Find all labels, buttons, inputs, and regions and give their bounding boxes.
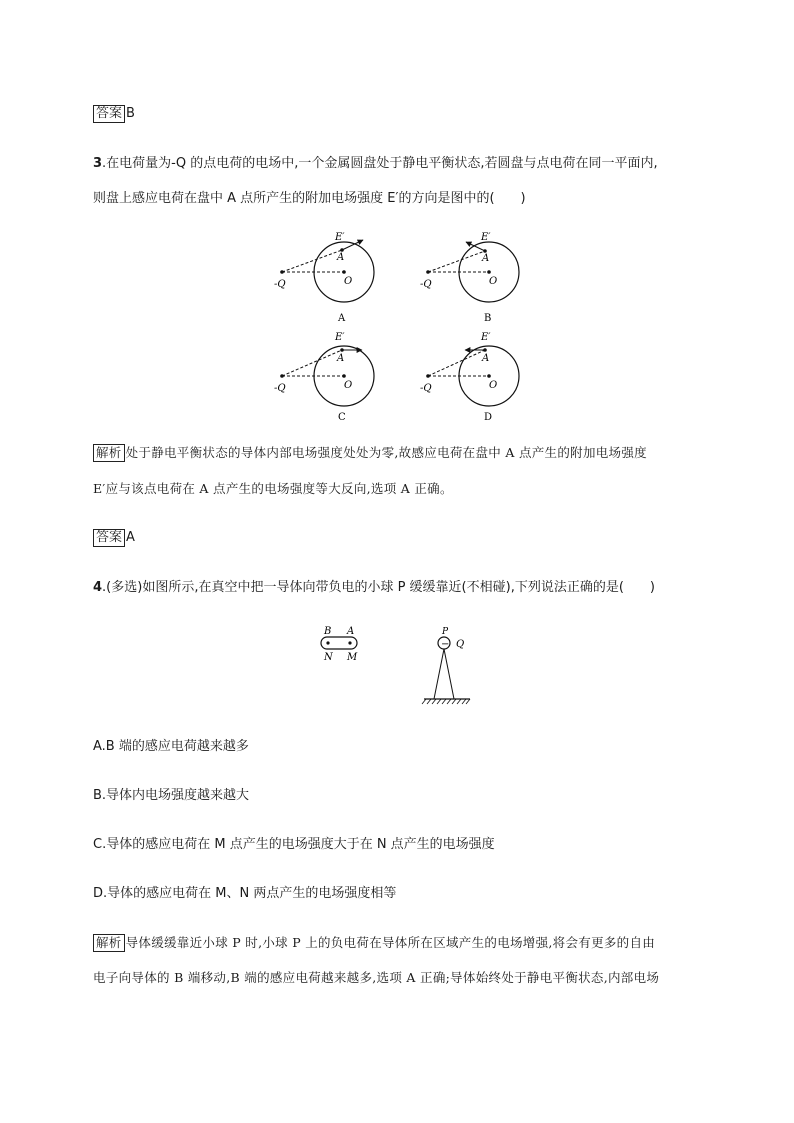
stand-left-leg (434, 649, 444, 699)
charge-label: -Q (420, 279, 432, 290)
dashed-line-to-a (428, 350, 485, 376)
center-label: O (489, 276, 498, 287)
q3-explanation-line2: E′应与该点电荷在 A 点产生的电场强度等大反向,选项 A 正确。 (93, 481, 453, 496)
ball-negative-sign: − (441, 639, 450, 650)
point-charge-dot (426, 374, 430, 378)
center-dot (342, 374, 346, 378)
conductor-body (321, 637, 357, 649)
point-charge-dot (426, 270, 430, 274)
q2-answer-value: B (126, 106, 135, 121)
point-a-label: A (337, 353, 345, 364)
dashed-line-to-a (282, 250, 345, 272)
q4-stem (93, 578, 655, 598)
q4-explanation-text1: 导体缓缓靠近小球 P 时,小球 P 上的负电荷在导体所在区域产生的电场增强,将会有更多的自由 (125, 935, 656, 950)
label-q: Q (456, 639, 465, 650)
center-dot (342, 270, 346, 274)
q3-diagram-a (274, 232, 374, 324)
q4-option-d: D.导体的感应电荷在 M、N 两点产生的电场强度相等 (93, 886, 397, 901)
point-a-label: A (337, 252, 345, 263)
center-label: O (489, 380, 498, 391)
field-label: E′ (335, 332, 345, 343)
q2-answer-line (93, 104, 135, 124)
conductor (321, 626, 358, 663)
charge-label: -Q (274, 383, 286, 394)
option-label-b: B (484, 313, 492, 324)
q3-diagram-d (420, 332, 519, 423)
q3-figure (262, 226, 542, 426)
point-a-label: A (482, 253, 490, 264)
q3-explanation-line1 (93, 443, 647, 463)
q4-explanation-line2: 电子向导体的 B 端移动,B 端的感应电荷越来越多,选项 A 正确;导体始终处于静电平衡状态,内部电场 (93, 970, 660, 985)
charged-ball-stand (422, 627, 470, 704)
q4-option-a: A.B 端的感应电荷越来越多 (93, 739, 249, 754)
center-dot (487, 374, 491, 378)
q4-number: 4 (93, 580, 103, 595)
q4-figure (316, 624, 476, 708)
q3-answer-value: A (126, 530, 135, 545)
center-dot (487, 270, 491, 274)
label-a: A (347, 626, 355, 637)
point-charge-dot (280, 270, 284, 274)
dashed-line-to-a (282, 350, 345, 376)
q3-stem-text1: .在电荷量为-Q 的点电荷的电场中,一个金属圆盘处于静电平衡状态,若圆盘与点电荷在同一平面内, (102, 156, 658, 171)
field-label: E′ (481, 332, 491, 343)
q3-stem-line1 (93, 154, 658, 174)
q3-explanation-text1: 处于静电平衡状态的导体内部电场强度处处为零,故感应电荷在盘中 A 点产生的附加电场强度 (125, 445, 647, 460)
label-p: P (442, 627, 449, 637)
charge-label: -Q (274, 279, 286, 290)
charge-label: -Q (420, 383, 432, 394)
q4-stem-text: .(多选)如图所示,在真空中把一导体向带负电的小球 P 缓缓靠近(不相碰),下列说法正确的是( ) (102, 580, 655, 595)
q4-explanation-line1 (93, 933, 655, 953)
answer-label: 答案 (93, 529, 125, 547)
q3-diagram-c (274, 332, 374, 423)
q3-number: 3 (93, 156, 103, 171)
field-label: E′ (335, 232, 345, 243)
label-n: N (324, 652, 333, 663)
explanation-label: 解析 (93, 444, 125, 462)
option-label-c: C (338, 412, 346, 423)
point-n-dot (326, 641, 329, 644)
q4-option-b: B.导体内电场强度越来越大 (93, 788, 250, 803)
label-m: M (347, 652, 358, 663)
explanation-label: 解析 (93, 934, 125, 952)
option-label-a: A (338, 313, 346, 324)
center-label: O (344, 380, 353, 391)
point-a-label: A (482, 353, 490, 364)
q3-answer-line (93, 528, 135, 548)
dashed-line-to-a (428, 251, 485, 272)
field-label: E′ (481, 232, 491, 243)
q3-stem-line2: 则盘上感应电荷在盘中 A 点所产生的附加电场强度 E′的方向是图中的( ) (93, 191, 526, 206)
answer-label: 答案 (93, 105, 125, 123)
ground-hatching (422, 699, 470, 704)
center-label: O (344, 276, 353, 287)
stand-right-leg (444, 649, 454, 699)
q3-diagram-b (420, 232, 519, 324)
q4-option-c: C.导体的感应电荷在 M 点产生的电场强度大于在 N 点产生的电场强度 (93, 837, 495, 852)
label-b: B (324, 626, 332, 637)
point-charge-dot (280, 374, 284, 378)
option-label-d: D (484, 412, 493, 423)
point-m-dot (348, 641, 351, 644)
